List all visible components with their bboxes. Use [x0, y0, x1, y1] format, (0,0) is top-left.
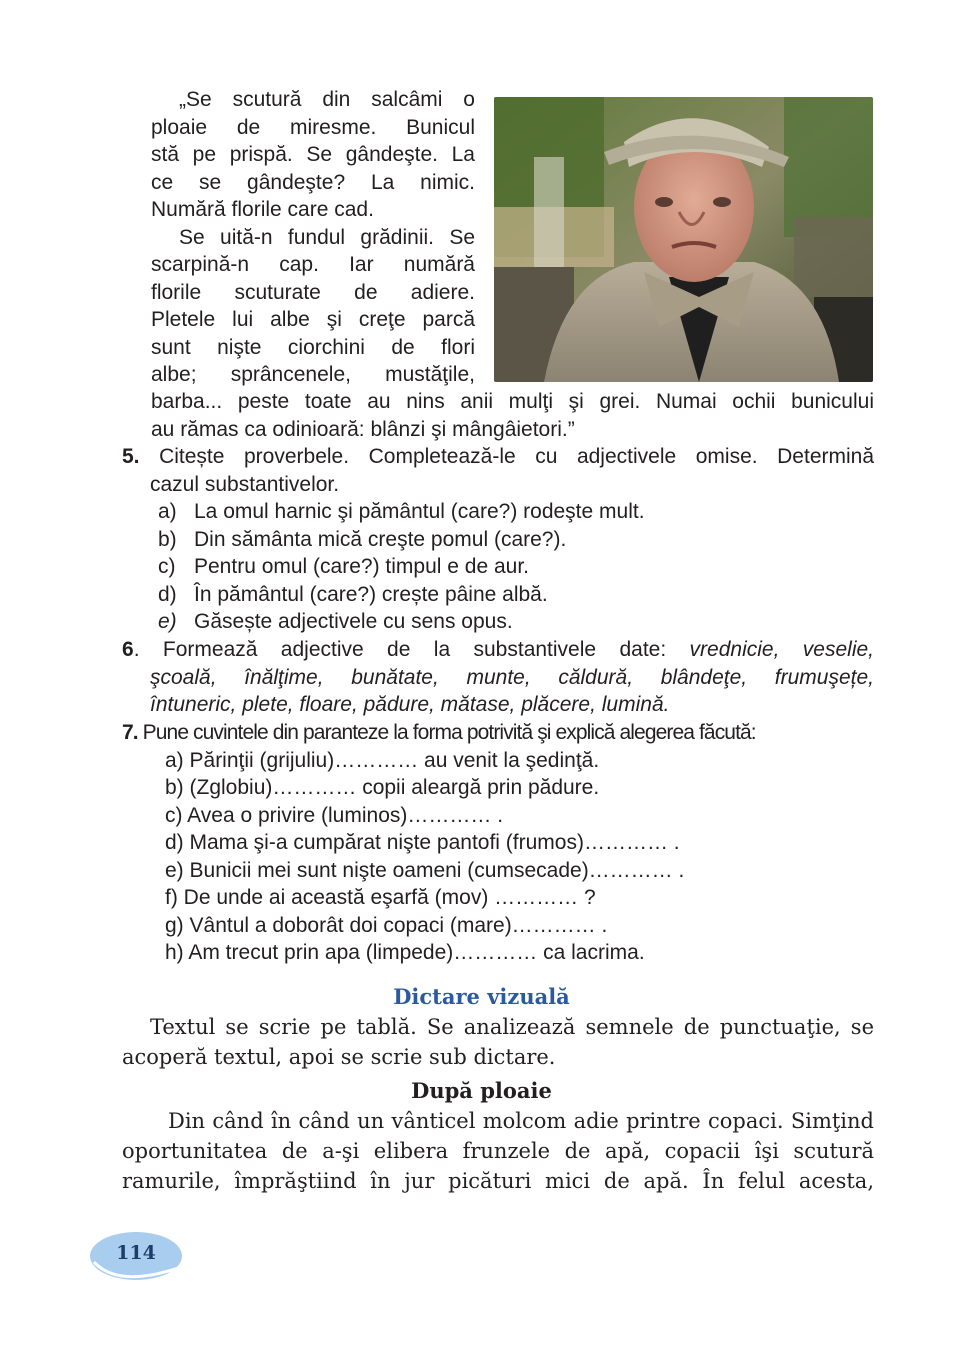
- section-heading: Dictare vizuală: [393, 984, 570, 1009]
- text-line: Textul se scrie pe tablă. Se analizează semnele de punctuaţie, se: [150, 1015, 874, 1039]
- exercise-6-instruction: [122, 636, 874, 664]
- word-list: întuneric, plete, floare, pădure, mătase, plăcere, lumină.: [150, 693, 670, 716]
- poem-wrapped-text: [151, 86, 475, 389]
- story-title: După ploaie: [411, 1078, 552, 1103]
- poem-line: Numără florile care cad.: [151, 198, 374, 221]
- poem-line: stă pe prispă. Se gândeşte. La: [151, 143, 475, 166]
- list-item: a) Părinţii (grijuliu)………… au venit la şedinţă.: [165, 748, 600, 772]
- poem-line: ce se gândeşte? La nimic.: [151, 170, 475, 194]
- poem-line: ploaie de miresme. Bunicul: [151, 115, 475, 139]
- list-item: c) Avea o privire (luminos)………… .: [165, 803, 504, 827]
- elderly-man-photo: [494, 97, 873, 382]
- list-item: b) (Zglobiu)………… copii aleargă prin pădure.: [165, 776, 600, 799]
- text-line: ramurile, împrăştiind în jur picături mici de apă. În felul acesta,: [122, 1169, 874, 1193]
- text-line: acoperă textul, apoi se scrie sub dictare.: [122, 1045, 556, 1069]
- list-item: [122, 581, 874, 609]
- word-list: şcoală, înălţime, bunătate, munte, căldură, blândeţe, frumuşețe,: [150, 665, 874, 689]
- exercise-text: Citește proverbele. Completează-le cu adjectivele omise. Determină: [159, 445, 875, 468]
- poem-line: Se uită-n fundul grădinii. Se: [179, 225, 475, 249]
- exercise-text: . Formează adjective de la substantivele date:: [133, 638, 690, 661]
- item-label: e): [158, 610, 177, 633]
- poem-line: scarpină-n cap. Iar numără: [151, 253, 475, 276]
- list-item: f) De unde ai această eşarfă (mov) ………… ?: [165, 886, 596, 909]
- list-item: [122, 526, 874, 554]
- poem-line: florile scuturate de adiere.: [151, 280, 475, 304]
- list-item: [122, 553, 874, 581]
- word-list: vrednicie, veselie,: [689, 638, 874, 661]
- exercise-text: cazul substantivelor.: [150, 472, 340, 496]
- exercise-6: [122, 636, 874, 719]
- poem-line: albe; sprâncenele, mustăţile,: [151, 363, 475, 386]
- poem-line: au rămas ca odinioară: blânzi şi mângâietori.”: [151, 417, 575, 441]
- item-text: Din sământa mică creşte pomul (care?).: [194, 527, 567, 551]
- list-item: g) Vântul a doborât doi copaci (mare)………… .: [165, 913, 608, 937]
- list-item: e) Bunicii mei sunt nişte oameni (cumsecade)………… .: [165, 858, 685, 882]
- text-line: Din când în când un vânticel molcom adie printre copaci. Simţind: [168, 1109, 874, 1133]
- page-number: 114: [116, 1242, 156, 1264]
- poem-line: barba... peste toate au nins anii mulţi şi grei. Numai ochii bunicului: [151, 390, 874, 413]
- story-text: [122, 1106, 874, 1196]
- item-text: În pământul (care?) crește pâine albă.: [194, 582, 548, 606]
- dictation-text: [122, 1012, 874, 1072]
- poem-line: „Se scutură din salcâmi o: [179, 88, 475, 111]
- exercise-number: 7.: [122, 721, 138, 744]
- exercise-5: [122, 443, 874, 636]
- exercise-number: 5.: [122, 445, 140, 468]
- exercise-7: [122, 719, 874, 967]
- exercise-5-instruction: [122, 443, 874, 471]
- item-label: d): [158, 582, 177, 606]
- list-item: d) Mama şi-a cumpărat nişte pantofi (frumos)………… .: [165, 831, 680, 854]
- item-text: Pentru omul (care?) timpul e de aur.: [194, 555, 529, 578]
- poem-full-text: [151, 388, 874, 443]
- text-line: oportunitatea de a-şi elibera frunzele de apă, copacii îşi scutură: [122, 1139, 874, 1163]
- item-text: La omul harnic şi pământul (care?) rodeşte mult.: [194, 500, 645, 523]
- exercise-text: Pune cuvintele din paranteze la forma potrivită şi explică alegerea făcută:: [142, 721, 756, 744]
- list-item: [122, 498, 874, 526]
- item-label: c): [158, 555, 176, 578]
- page-number-badge: [88, 1228, 184, 1284]
- item-label: a): [158, 500, 177, 523]
- list-item: h) Am trecut prin apa (limpede)………… ca lacrima.: [165, 941, 645, 964]
- list-item: [122, 608, 874, 636]
- poem-line: Pletele lui albe şi creţe parcă: [151, 308, 475, 331]
- poem-line: sunt nişte ciorchini de flori: [151, 335, 475, 359]
- item-label: b): [158, 527, 177, 551]
- exercise-number: 6: [122, 638, 134, 661]
- item-text: Găsește adjectivele cu sens opus.: [194, 610, 513, 633]
- exercise-7-instruction: [122, 719, 874, 747]
